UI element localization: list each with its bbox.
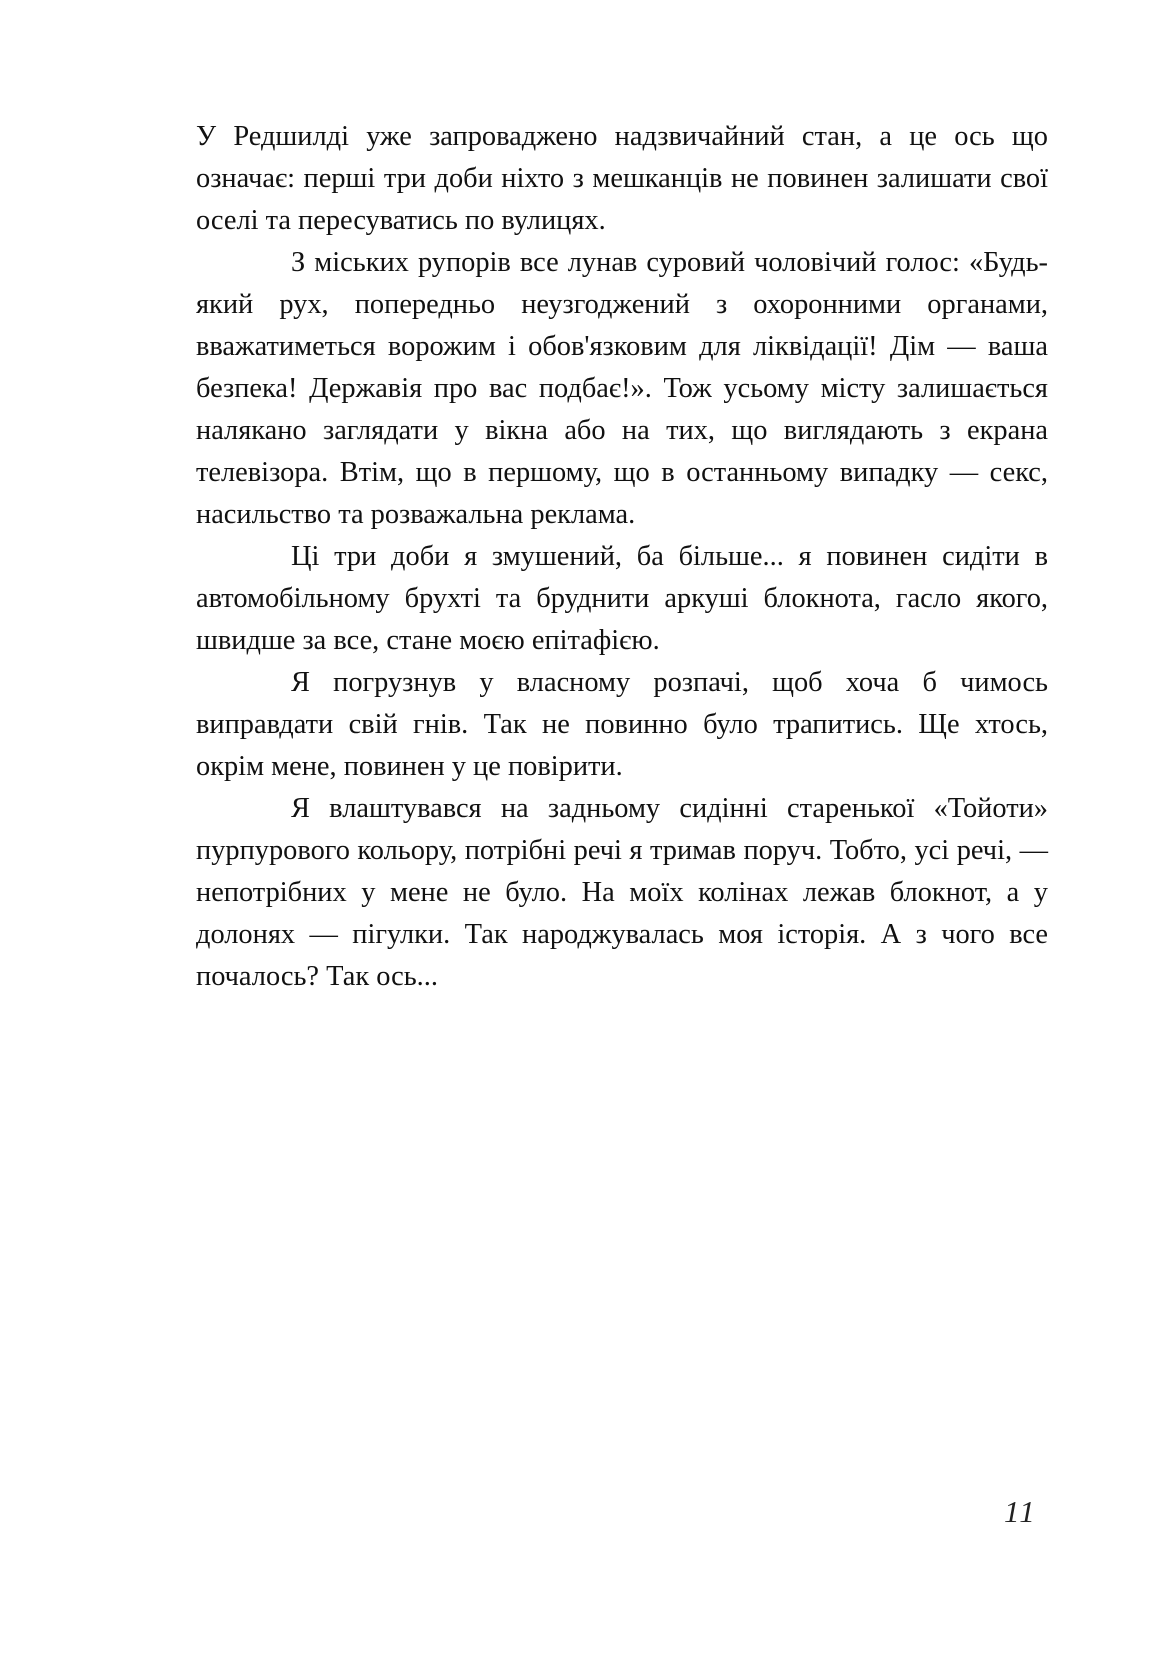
paragraph-2: З міських рупорів все лунав суровий чоловічий голос: «Будь-який рух, попередньо неузгоджений з охоронними органами, вважатиметься ворожим і обов'язковим для ліквідації! Дім — ваша безпека! Державія про вас подбає!». Тож усьому місту залишається налякано заглядати у вікна або на тих, що виглядають з екрана телевізора. Втім, що в першому, що в останньому випадку — секс, насильство та розважальна реклама. bbox=[196, 247, 1048, 530]
paragraph-3: Ці три доби я змушений, ба більше... я повинен сидіти в автомобільному брухті та бруднити аркуші блокнота, гасло якого, швидше за все, стане моєю епітафією. bbox=[196, 541, 1048, 656]
body-text bbox=[196, 116, 1048, 998]
paragraph-5: Я влаштувався на задньому сидінні старенької «Тойоти» пурпурового кольору, потрібні речі я тримав поруч. Тобто, усі речі, — непотрібних у мене не було. На моїх колінах лежав блокнот, а у долонях — пігулки. Так народжувалась моя історія. А з чого все почалось? Так ось... bbox=[196, 793, 1048, 992]
paragraph-4: Я погрузнув у власному розпачі, щоб хоча б чимось виправдати свій гнів. Так не повинно було трапитись. Ще хтось, окрім мене, повинен у це повірити. bbox=[196, 667, 1048, 782]
page-number: 11 bbox=[1004, 1494, 1037, 1529]
paragraph-1: У Редшилді уже запроваджено надзвичайний стан, а це ось що означає: перші три доби ніхто з мешканців не повинен залишати свої оселі та пересуватись по вулицях. bbox=[196, 121, 1048, 236]
